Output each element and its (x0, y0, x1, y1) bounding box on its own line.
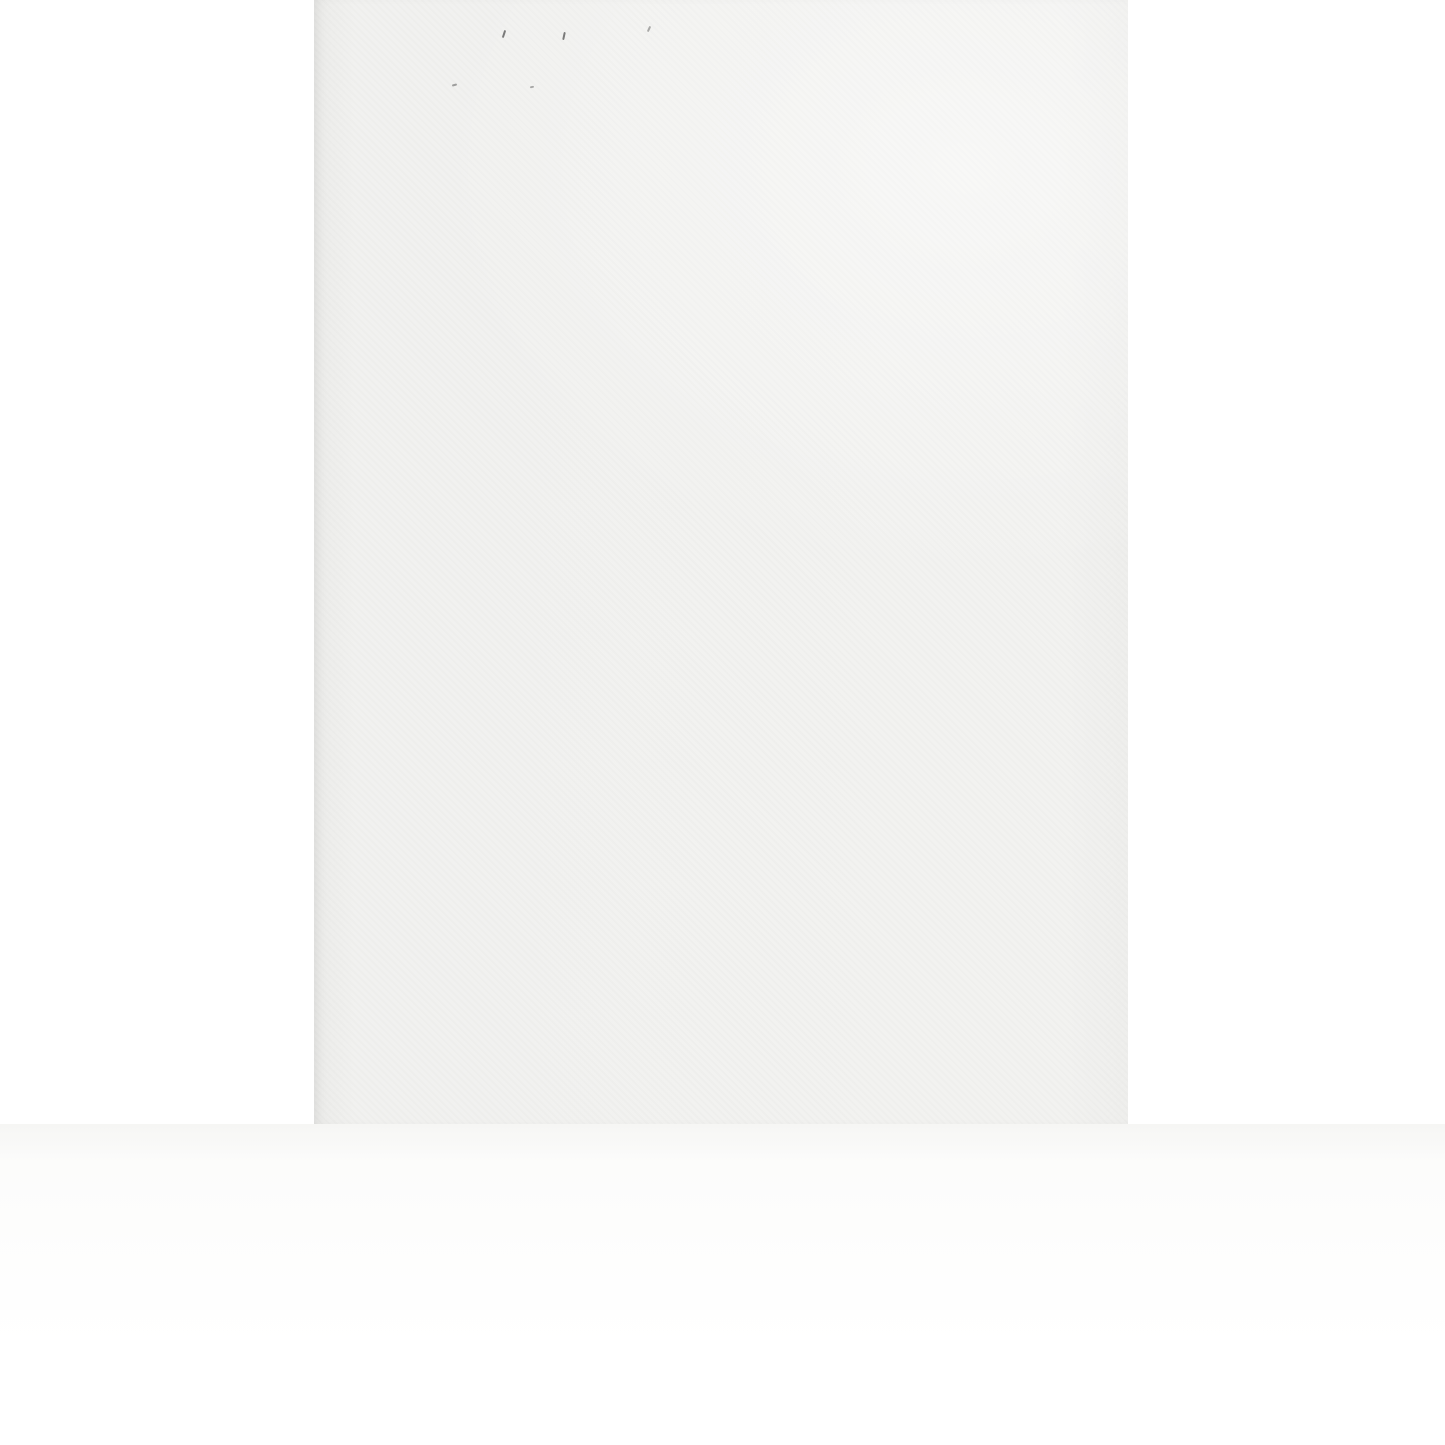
book-page-faded-area (0, 1124, 1445, 1445)
book-page-photo (314, 0, 1128, 1124)
